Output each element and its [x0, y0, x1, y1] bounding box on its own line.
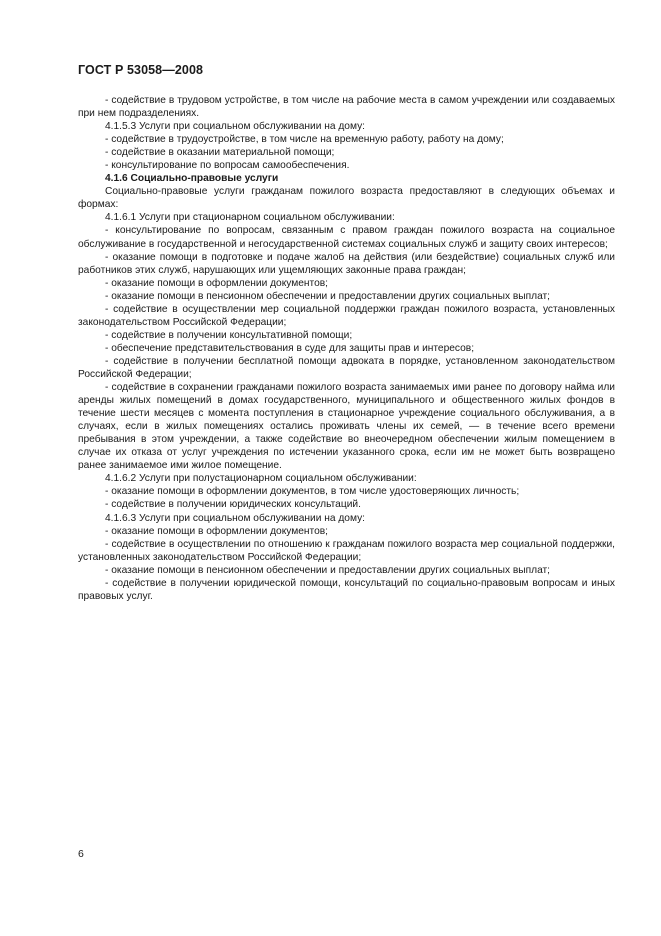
list-item: - содействие в трудовом устройстве, в том числе на рабочие места в самом учреждении или создаваемых при нем подразделениях. — [78, 95, 615, 120]
list-item: - оказание помощи в оформлении документов; — [105, 525, 329, 537]
list-item: - оказание помощи в пенсионном обеспечении и предоставлении других социальных выплат; — [105, 564, 551, 576]
list-item: - консультирование по вопросам самообеспечения. — [105, 160, 350, 172]
list-item: - содействие в осуществлении по отношению к гражданам пожилого возраста мер социальной поддержки, установленных законодательством Российской Федерации; — [78, 538, 615, 563]
page-number: 6 — [78, 848, 84, 860]
list-item: - оказание помощи в подготовке и подаче жалоб на действия (или бездействие) социальных служб или работников этих служб, нарушающих или ущемляющих законные права граждан; — [78, 251, 615, 276]
document-header: ГОСТ Р 53058—2008 — [78, 63, 204, 77]
list-item: - содействие в осуществлении мер социальной поддержки граждан пожилого возраста, установленных законодательством Российской Федерации; — [78, 303, 615, 328]
document-body — [78, 94, 615, 603]
list-item: - консультирование по вопросам, связанным с правом граждан пожилого возраста на социальное обслуживание в государственной и негосударственной системах социальных служб и защиту своих интересов; — [78, 225, 615, 250]
list-item: - оказание помощи в оформлении документов; — [105, 277, 329, 289]
list-item: - содействие в оказании материальной помощи; — [105, 147, 335, 159]
list-item: - оказание помощи в оформлении документов, в том числе удостоверяющих личность; — [105, 486, 520, 498]
list-item: - содействие в получении юридической помощи, консультаций по социально-правовым вопросам и иных правовых услуг. — [78, 577, 615, 602]
list-item: - содействие в получении консультативной помощи; — [105, 329, 353, 341]
section-heading: 4.1.6 Социально-правовые услуги — [105, 173, 279, 185]
list-item: - содействие в получении бесплатной помощи адвоката в порядке, установленном законодательством Российской Федерации; — [78, 355, 615, 380]
subsection-heading: 4.1.6.1 Услуги при стационарном социальном обслуживании: — [105, 212, 395, 224]
subsection-heading: 4.1.6.2 Услуги при полустационарном социальном обслуживании: — [105, 473, 417, 485]
paragraph: Социально-правовые услуги гражданам пожилого возраста предоставляют в следующих объемах и формах: — [78, 186, 615, 211]
subsection-heading: 4.1.6.3 Услуги при социальном обслуживании на дому: — [105, 512, 366, 524]
subsection-heading: 4.1.5.3 Услуги при социальном обслуживании на дому: — [105, 121, 366, 133]
list-item: - содействие в трудоустройстве, в том числе на временную работу, работу на дому; — [105, 134, 504, 146]
list-item: - оказание помощи в пенсионном обеспечении и предоставлении других социальных выплат; — [105, 290, 551, 302]
list-item: - обеспечение представительствования в суде для защиты прав и интересов; — [105, 342, 475, 354]
list-item: - содействие в сохранении гражданами пожилого возраста занимаемых ими ранее по договору найма или аренды жилых помещений в домах государственного, муниципального и общественного жилых фондов в течение шести месяцев с момента поступления в стационарное учреждение социального обслуживания, а в случаях, если в жилых помещениях остались проживать члены их семей, — в течение всего времени пребывания в этом учреждении, а также содействие во внеочередном обеспечении жилым помещением в случае их отказа от услуг учреждения по истечении указанного срока, если им не может быть возвращено ранее занимаемое ими жилое помещение. — [78, 382, 615, 472]
list-item: - содействие в получении юридических консультаций. — [105, 499, 361, 511]
